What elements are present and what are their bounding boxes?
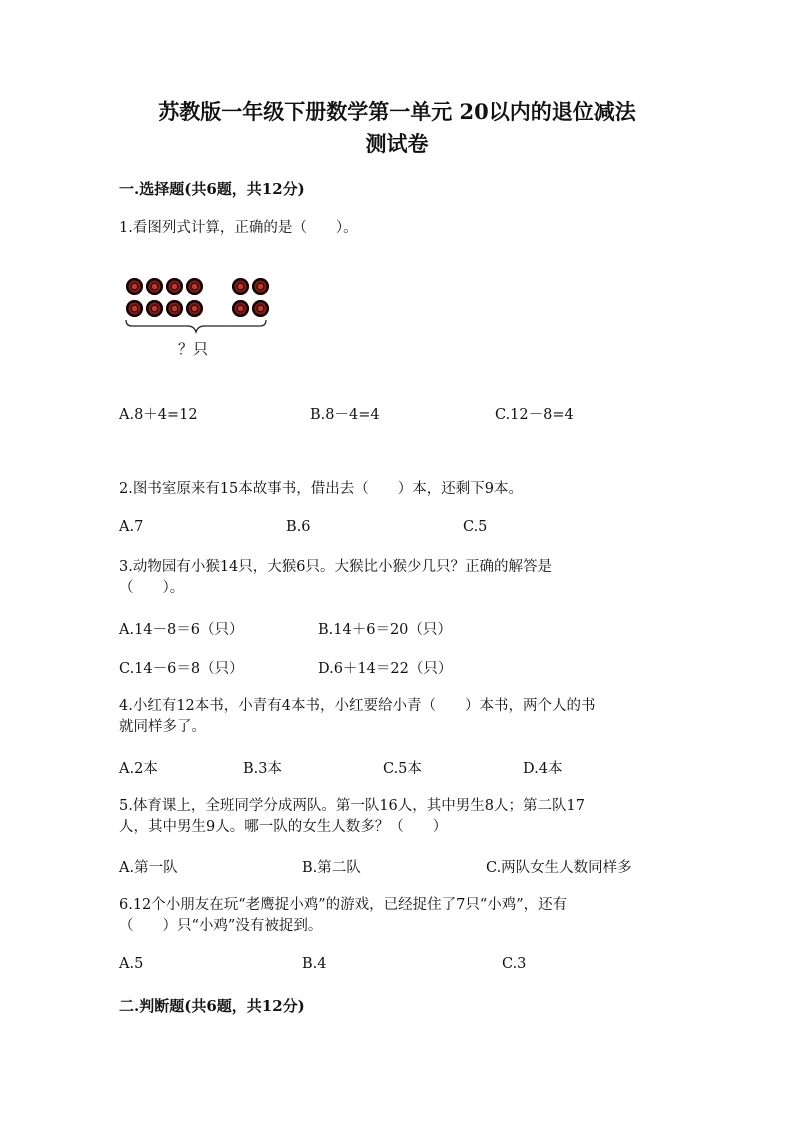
question-1 — [119, 218, 679, 239]
q2-option-b: B.6 — [286, 519, 311, 535]
q3-option-d: D.6＋14＝22（只） — [318, 661, 453, 677]
q5-option-c: C.两队女生人数同样多 — [486, 860, 632, 876]
q6-option-a: A.5 — [119, 956, 144, 972]
flower-icon — [146, 300, 163, 317]
q3-option-a: A.14－8＝6（只） — [119, 622, 244, 638]
flower-icon — [252, 278, 269, 295]
question-4-text-line-2: 就同样多了。 — [119, 719, 206, 735]
q2-option-a: A.7 — [119, 519, 144, 535]
q5-option-b: B.第二队 — [302, 860, 361, 876]
question-2 — [119, 479, 679, 500]
question-4-text-line-1: 4.小红有12本书，小青有4本书，小红要给小青（ ）本书，两个人的书 — [119, 698, 596, 714]
flower-icon — [126, 300, 143, 317]
flower-icon — [232, 278, 249, 295]
question-5-text-line-1: 5.体育课上，全班同学分成两队。第一队16人，其中男生8人；第二队17 — [119, 798, 585, 814]
flower-icon — [166, 278, 183, 295]
flower-icon — [166, 300, 183, 317]
question-6-text-line-2: （ ）只“小鸡”没有被捉到。 — [119, 918, 323, 934]
q1-option-c: C.12－8=4 — [495, 407, 574, 423]
flower-icon — [232, 300, 249, 317]
question-5 — [119, 796, 679, 838]
question-3-text-line-2: （ ）。 — [119, 580, 185, 596]
q1-option-b: B.8－4=4 — [310, 407, 380, 423]
document-title — [0, 96, 794, 160]
flower-icon — [186, 278, 203, 295]
question-1-figure-label: ？只 — [178, 340, 209, 358]
q4-option-c: C.5本 — [383, 761, 422, 777]
section-heading-choice: 一.选择题(共6题，共12分) — [119, 180, 305, 198]
question-6-text-line-1: 6.12个小朋友在玩“老鹰捉小鸡”的游戏，已经捉住了7只“小鸡”，还有 — [119, 897, 568, 913]
question-6 — [119, 895, 679, 937]
q4-option-d: D.4本 — [523, 761, 563, 777]
question-4 — [119, 696, 679, 738]
q6-option-c: C.3 — [502, 956, 527, 972]
flower-icon — [126, 278, 143, 295]
question-3-text-line-1: 3.动物园有小猴14只，大猴6只。大猴比小猴少几只？正确的解答是 — [119, 559, 553, 575]
brace-icon — [118, 318, 288, 338]
q3-option-c: C.14－6＝8（只） — [119, 661, 244, 677]
question-3 — [119, 557, 679, 599]
title-line-1: 苏教版一年级下册数学第一单元 20以内的退位减法 — [158, 99, 636, 124]
title-line-2: 测试卷 — [365, 131, 429, 156]
q4-option-a: A.2本 — [119, 761, 158, 777]
q3-option-b: B.14＋6＝20（只） — [318, 622, 452, 638]
q2-option-c: C.5 — [463, 519, 488, 535]
question-5-text-line-2: 人，其中男生9人。哪一队的女生人数多？（ ） — [119, 819, 448, 835]
q6-option-b: B.4 — [302, 956, 327, 972]
question-1-figure — [118, 270, 288, 365]
flower-icon — [252, 300, 269, 317]
q5-option-a: A.第一队 — [119, 860, 178, 876]
flower-icon — [186, 300, 203, 317]
question-2-text: 2.图书室原来有15本故事书，借出去（ ）本，还剩下9本。 — [119, 481, 524, 497]
q1-option-a: A.8＋4=12 — [119, 407, 198, 423]
section-heading-judgement: 二.判断题(共6题，共12分) — [119, 997, 305, 1015]
flower-icon — [146, 278, 163, 295]
q4-option-b: B.3本 — [243, 761, 282, 777]
question-1-text: 1.看图列式计算，正确的是（ ）。 — [119, 220, 358, 236]
